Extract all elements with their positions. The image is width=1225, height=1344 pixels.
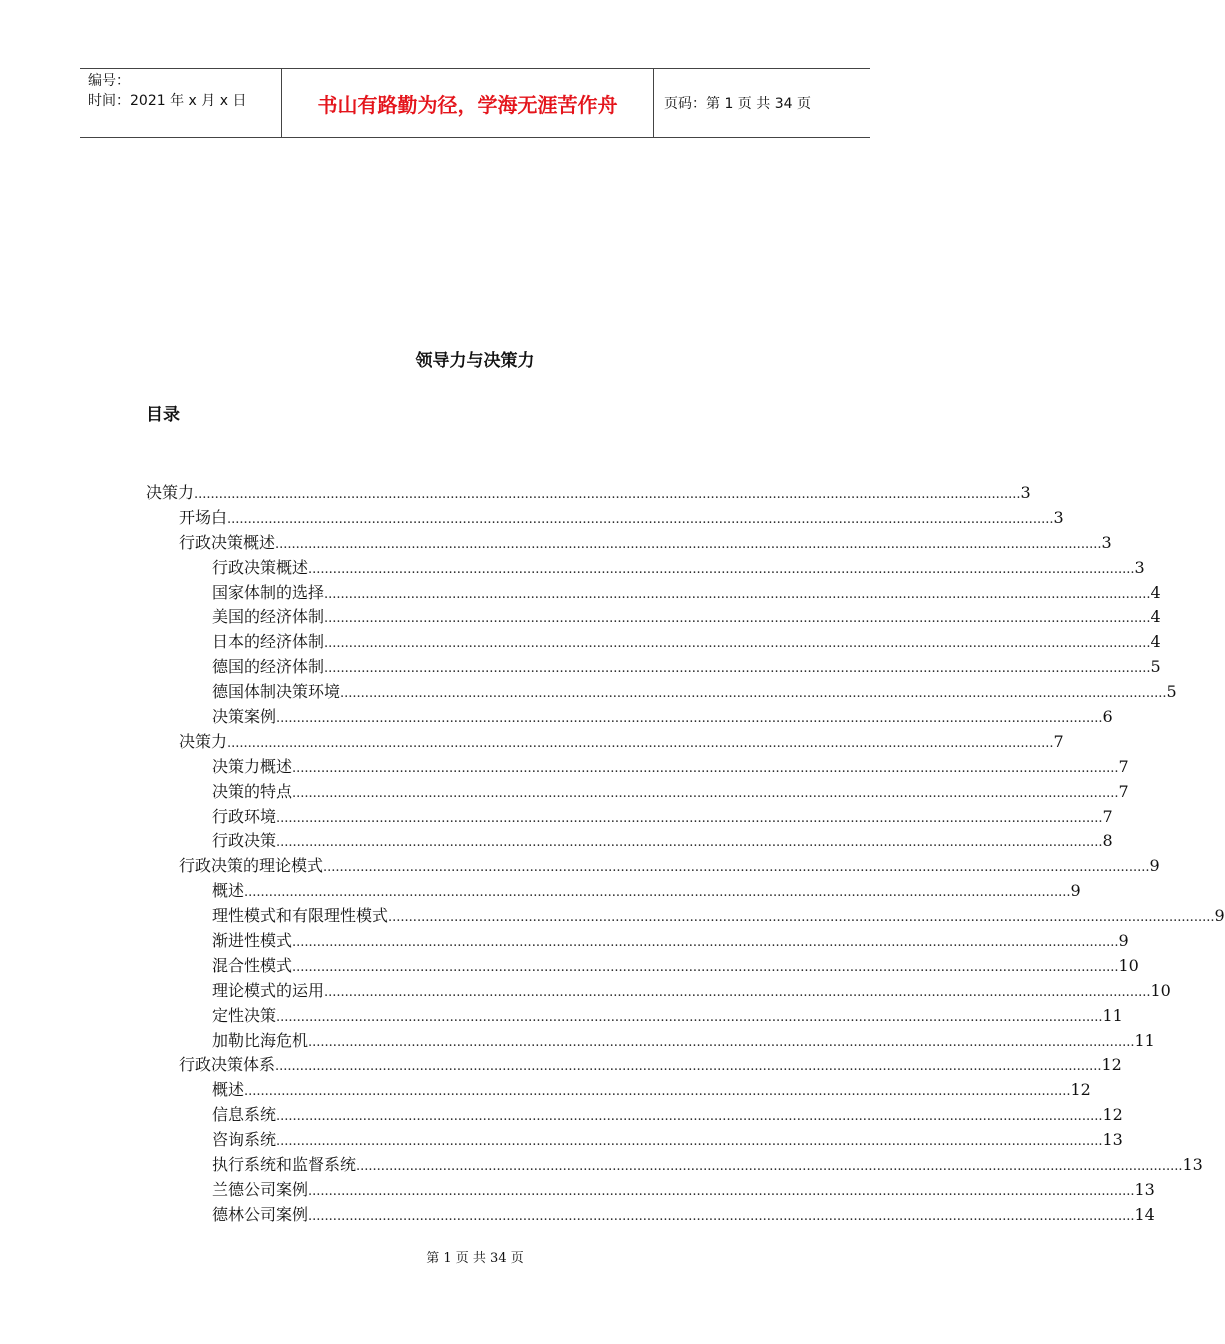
toc-heading: 目录 <box>146 405 180 425</box>
header-meta <box>80 69 282 137</box>
toc-entry[interactable] <box>146 704 1113 729</box>
toc-leader-dots: ........................................................................................................................................................................................................ <box>276 1109 1103 1125</box>
toc-entry[interactable] <box>146 1028 1155 1053</box>
toc-entry-title: 决策案例 <box>212 707 277 727</box>
toc-entry-title: 决策力 <box>179 731 228 751</box>
toc-entry-title: 德国体制决策环境 <box>212 682 341 702</box>
toc-entry-page: 12 <box>1102 1105 1123 1125</box>
toc-entry-page: 7 <box>1118 756 1129 776</box>
toc-leader-dots: ........................................................................................................................................................................................................ <box>276 835 1103 851</box>
toc-entry-title: 国家体制的选择 <box>212 582 325 602</box>
toc-entry-page: 11 <box>1134 1030 1155 1050</box>
toc-leader-dots: ........................................................................................................................................................................................................ <box>292 785 1119 801</box>
toc-entry[interactable] <box>146 1152 1203 1177</box>
toc-entry-page: 3 <box>1053 507 1064 527</box>
toc-leader-dots: ........................................................................................................................................................................................................ <box>324 984 1151 1000</box>
toc-entry[interactable] <box>146 828 1113 853</box>
toc-leader-dots: ........................................................................................................................................................................................................ <box>244 885 1071 901</box>
toc-entry[interactable] <box>146 604 1161 629</box>
toc-entry-title: 咨询系统 <box>212 1130 277 1150</box>
toc-leader-dots: ........................................................................................................................................................................................................ <box>276 711 1103 727</box>
toc-entry[interactable] <box>146 654 1161 679</box>
toc-entry[interactable] <box>146 729 1064 754</box>
toc-leader-dots: ........................................................................................................................................................................................................ <box>275 536 1102 552</box>
toc-entry[interactable] <box>146 978 1171 1003</box>
toc-leader-dots: ........................................................................................................................................................................................................ <box>276 1009 1103 1025</box>
toc-leader-dots: ........................................................................................................................................................................................................ <box>292 935 1119 951</box>
toc-leader-dots: ........................................................................................................................................................................................................ <box>308 1034 1135 1050</box>
toc-entry-page: 3 <box>1134 557 1145 577</box>
toc-leader-dots: ........................................................................................................................................................................................................ <box>324 586 1151 602</box>
toc-leader-dots: ........................................................................................................................................................................................................ <box>324 611 1151 627</box>
toc-entry-title: 行政决策概述 <box>179 532 276 552</box>
toc-entry-page: 13 <box>1102 1130 1123 1150</box>
toc-leader-dots: ........................................................................................................................................................................................................ <box>323 860 1150 876</box>
toc-leader-dots: ........................................................................................................................................................................................................ <box>276 810 1103 826</box>
number-label: 编号： <box>88 73 130 89</box>
toc-entry-page: 9 <box>1214 906 1225 926</box>
toc-entry[interactable] <box>146 953 1139 978</box>
toc-entry-title: 行政决策的理论模式 <box>179 856 324 876</box>
toc-entry[interactable] <box>146 1202 1155 1227</box>
toc-entry-title: 行政决策体系 <box>179 1055 276 1075</box>
toc-entry[interactable] <box>146 1102 1123 1127</box>
toc-leader-dots: ........................................................................................................................................................................................................ <box>340 686 1167 702</box>
toc-entry[interactable] <box>146 1052 1122 1077</box>
toc-entry-page: 11 <box>1102 1005 1123 1025</box>
toc-entry-title: 兰德公司案例 <box>212 1179 309 1199</box>
toc-entry-title: 混合性模式 <box>212 955 293 975</box>
toc-entry-title: 行政决策 <box>212 831 277 851</box>
toc-leader-dots: ........................................................................................................................................................................................................ <box>308 1183 1135 1199</box>
document-title: 领导力与决策力 <box>415 351 535 371</box>
toc-entry-title: 行政环境 <box>212 806 277 826</box>
toc-entry[interactable] <box>146 505 1064 530</box>
toc-entry-page: 12 <box>1101 1055 1122 1075</box>
toc-entry[interactable] <box>146 480 1031 505</box>
toc-entry[interactable] <box>146 629 1161 654</box>
toc-entry-page: 13 <box>1182 1155 1203 1175</box>
table-of-contents <box>146 480 1225 1227</box>
toc-entry-page: 13 <box>1134 1179 1155 1199</box>
toc-entry-title: 决策力概述 <box>212 756 293 776</box>
toc-leader-dots: ........................................................................................................................................................................................................ <box>244 1084 1071 1100</box>
toc-leader-dots: ........................................................................................................................................................................................................ <box>227 511 1054 527</box>
toc-entry-page: 4 <box>1150 607 1161 627</box>
toc-entry[interactable] <box>146 903 1225 928</box>
toc-entry-title: 开场白 <box>179 507 228 527</box>
toc-entry-page: 3 <box>1020 483 1031 502</box>
toc-entry-page: 10 <box>1150 980 1171 1000</box>
document-header <box>80 68 870 138</box>
toc-entry-page: 9 <box>1118 931 1129 951</box>
toc-entry-page: 7 <box>1102 806 1113 826</box>
toc-entry[interactable] <box>146 580 1161 605</box>
toc-leader-dots: ........................................................................................................................................................................................................ <box>356 1159 1183 1175</box>
date-label: 时间：2021 年 x 月 x 日 <box>88 93 247 109</box>
toc-leader-dots: ........................................................................................................................................................................................................ <box>276 1134 1103 1150</box>
toc-entry[interactable] <box>146 754 1129 779</box>
toc-entry[interactable] <box>146 853 1160 878</box>
toc-entry-title: 定性决策 <box>212 1005 277 1025</box>
toc-entry-title: 概述 <box>212 1080 245 1100</box>
toc-entry-page: 9 <box>1070 881 1081 901</box>
toc-entry-page: 5 <box>1166 682 1177 702</box>
toc-entry[interactable] <box>146 779 1129 804</box>
toc-entry-page: 5 <box>1150 657 1161 677</box>
toc-entry-title: 理性模式和有限理性模式 <box>212 906 389 926</box>
header-motto: 书山有路勤为径，学海无涯苦作舟 <box>282 69 654 137</box>
toc-entry-title: 德林公司案例 <box>212 1204 309 1224</box>
toc-entry-page: 8 <box>1102 831 1113 851</box>
toc-leader-dots: ........................................................................................................................................................................................................ <box>324 636 1151 652</box>
toc-entry[interactable] <box>146 1003 1123 1028</box>
toc-entry-page: 9 <box>1149 856 1160 876</box>
toc-entry[interactable] <box>146 679 1177 704</box>
toc-entry-page: 7 <box>1118 781 1129 801</box>
toc-leader-dots: ........................................................................................................................................................................................................ <box>324 661 1151 677</box>
toc-entry-title: 理论模式的运用 <box>212 980 325 1000</box>
toc-entry-title: 美国的经济体制 <box>212 607 325 627</box>
toc-leader-dots: ........................................................................................................................................................................................................ <box>194 487 1021 502</box>
toc-entry[interactable] <box>146 804 1113 829</box>
toc-entry[interactable] <box>146 878 1081 903</box>
toc-leader-dots: ........................................................................................................................................................................................................ <box>308 561 1135 577</box>
page-footer: 第 1 页 共 34 页 <box>426 1251 524 1266</box>
toc-entry-title: 行政决策概述 <box>212 557 309 577</box>
toc-entry-page: 12 <box>1070 1080 1091 1100</box>
toc-leader-dots: ........................................................................................................................................................................................................ <box>388 910 1215 926</box>
toc-leader-dots: ........................................................................................................................................................................................................ <box>275 1059 1102 1075</box>
toc-entry-page: 14 <box>1134 1204 1155 1224</box>
toc-leader-dots: ........................................................................................................................................................................................................ <box>292 760 1119 776</box>
toc-entry-page: 4 <box>1150 632 1161 652</box>
toc-leader-dots: ........................................................................................................................................................................................................ <box>308 1208 1135 1224</box>
toc-entry[interactable] <box>146 530 1112 555</box>
toc-entry[interactable] <box>146 1077 1091 1102</box>
toc-entry-title: 加勒比海危机 <box>212 1030 309 1050</box>
toc-entry-page: 6 <box>1102 707 1113 727</box>
toc-entry-page: 10 <box>1118 955 1139 975</box>
toc-leader-dots: ........................................................................................................................................................................................................ <box>227 735 1054 751</box>
toc-entry-title: 决策的特点 <box>212 781 293 801</box>
toc-entry-title: 信息系统 <box>212 1105 277 1125</box>
toc-entry-title: 日本的经济体制 <box>212 632 325 652</box>
toc-entry-page: 7 <box>1053 731 1064 751</box>
toc-entry-title: 决策力 <box>146 483 195 502</box>
toc-leader-dots: ........................................................................................................................................................................................................ <box>292 959 1119 975</box>
toc-entry[interactable] <box>146 555 1145 580</box>
toc-entry[interactable] <box>146 1177 1155 1202</box>
toc-entry-page: 4 <box>1150 582 1161 602</box>
toc-entry-title: 执行系统和监督系统 <box>212 1155 357 1175</box>
header-page-info: 页码：第 1 页 共 34 页 <box>664 96 811 112</box>
toc-entry[interactable] <box>146 1127 1123 1152</box>
toc-entry-title: 德国的经济体制 <box>212 657 325 677</box>
toc-entry[interactable] <box>146 928 1129 953</box>
toc-entry-title: 概述 <box>212 881 245 901</box>
toc-entry-title: 渐进性模式 <box>212 931 293 951</box>
toc-entry-page: 3 <box>1101 532 1112 552</box>
